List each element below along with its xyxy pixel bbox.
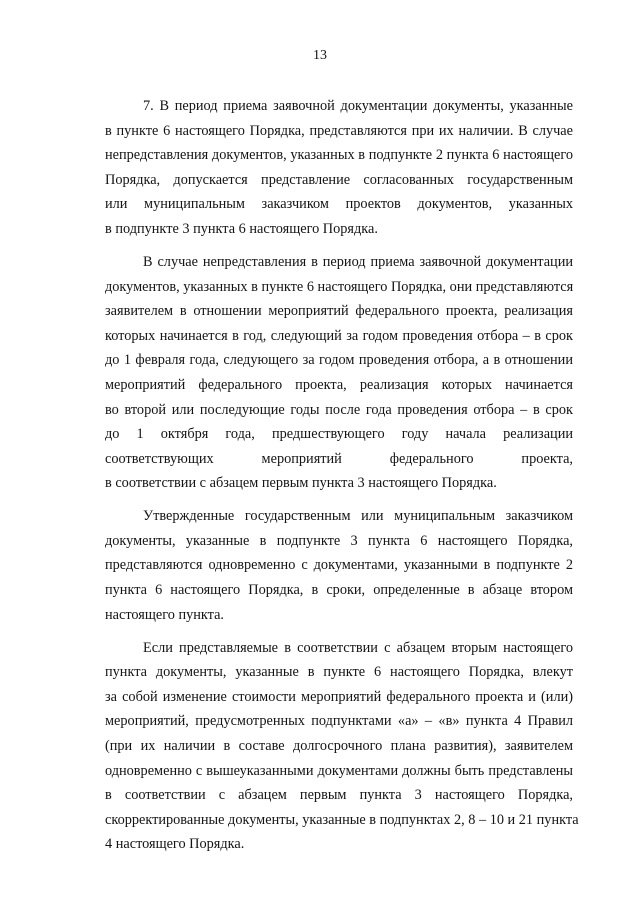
text-line: документов, указанных в пункте 6 настоящего Порядка, они представляются: [105, 278, 574, 295]
text-line: Если представляемые в соответствии с абзацем вторым настоящего: [143, 639, 573, 656]
text-line: мероприятий федерального проекта, реализация которых начинается: [105, 376, 573, 393]
text-line: Утвержденные государственным или муниципальным заказчиком: [143, 508, 573, 525]
text-line: пункта документы, указанные в пункте 6 настоящего Порядка, влекут: [105, 664, 573, 681]
text-line: до 1 октября года, предшествующего году начала реализации: [105, 426, 573, 443]
text-line: 7. В период приема заявочной документации документы, указанные: [143, 98, 573, 114]
text-line: мероприятий, предусмотренных подпунктами «а» – «в» пункта 4 Правил: [105, 713, 573, 730]
paragraph-2: [105, 250, 573, 496]
paragraph-4: [105, 636, 579, 857]
page-number: 13: [313, 48, 327, 63]
text-line: в пункте 6 настоящего Порядка, представляются при их наличии. В случае: [105, 122, 573, 139]
text-line: непредставления документов, указанных в подпункте 2 пункта 6 настоящего: [105, 147, 573, 164]
text-line: настоящего пункта.: [105, 606, 224, 623]
text-line: (при их наличии в составе долгосрочного плана развития), заявителем: [105, 738, 573, 755]
text-line: до 1 февраля года, следующего за годом проведения отбора, а в отношении: [105, 352, 573, 369]
text-line: во второй или последующие годы после года проведения отбора – в срок: [105, 401, 573, 418]
text-line: представляются одновременно с документами, указанными в подпункте 2: [105, 557, 573, 574]
text-line: Порядка, допускается представление согласованных государственным: [105, 171, 573, 188]
document-body: [105, 94, 579, 857]
text-line: в соответствии с абзацем первым пункта 3 настоящего Порядка.: [105, 475, 497, 492]
text-line: в соответствии с абзацем первым пункта 3 настоящего Порядка,: [105, 787, 573, 804]
paragraph-1: [105, 94, 573, 242]
paragraph-3: [105, 504, 573, 627]
text-line: за собой изменение стоимости мероприятий федерального проекта и (или): [105, 688, 573, 705]
text-line: 4 настоящего Порядка.: [105, 836, 245, 853]
text-line: документы, указанные в подпункте 3 пункта 6 настоящего Порядка,: [105, 532, 573, 549]
text-line: В случае непредставления в период приема заявочной документации: [143, 253, 573, 270]
text-line: в подпункте 3 пункта 6 настоящего Порядка.: [105, 220, 378, 237]
text-line: или муниципальным заказчиком проектов документов, указанных: [105, 196, 573, 213]
text-line: соответствующих мероприятий федерального проекта,: [105, 450, 573, 467]
text-line: заявителем в отношении мероприятий федерального проекта, реализация: [105, 303, 573, 320]
text-line: одновременно с вышеуказанными документами должны быть представлены: [105, 762, 573, 779]
text-line: пункта 6 настоящего Порядка, в сроки, определенные в абзаце втором: [105, 582, 573, 599]
text-line: скорректированные документы, указанные в подпунктах 2, 8 – 10 и 21 пункта: [105, 811, 579, 828]
text-line: которых начинается в год, следующий за годом проведения отбора – в срок: [105, 327, 573, 344]
